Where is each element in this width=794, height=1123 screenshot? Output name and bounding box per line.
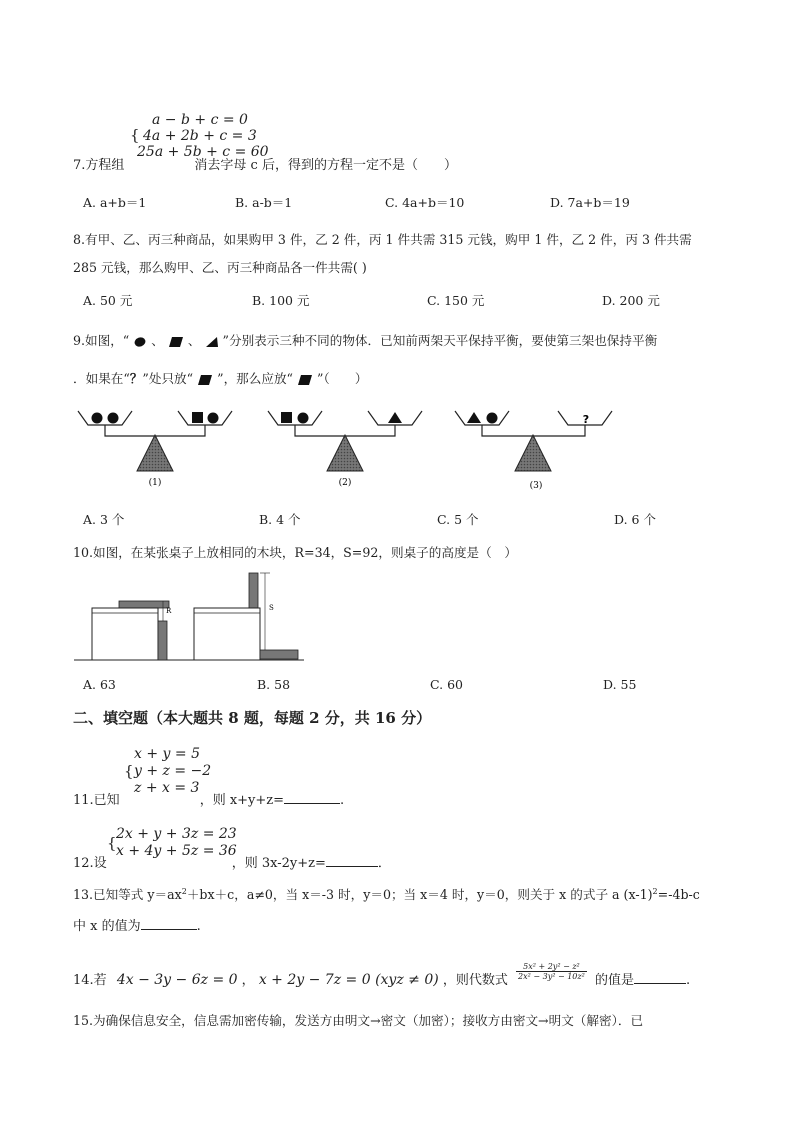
q14-fraction [516,962,587,981]
q10-option-c[interactable]: C. 60 [430,677,463,692]
q12-answer-blank[interactable] [326,866,378,867]
wood-block [158,621,167,660]
q12-brace: { [107,834,117,852]
q8-option-a[interactable]: A. 50 元 [83,293,133,308]
q14-lead: 14.若 [73,973,107,988]
caption-1: (1) [148,478,162,488]
circle-weight [298,413,309,424]
q10-text: 10.如图，在某张桌子上放相同的木块，R=34，S=92，则桌子的高度是（ ） [73,545,517,560]
q9-text-5: ．如果在“ [73,371,130,386]
q14-mid: ，则代数式 [442,973,508,988]
q12-question [73,852,391,871]
q14-question [73,962,691,990]
q7-lead: 7.方程组 [73,158,125,173]
q11-equation-2: y + z = −2 [134,763,212,779]
label-s: S [269,604,274,612]
q9-line-1 [73,330,657,349]
balance-2 [268,411,422,471]
circle-weight [92,413,103,424]
q10-option-a[interactable]: A. 63 [83,677,116,692]
q11-lead: 11.已知 [73,793,120,808]
circle-weight [108,413,119,424]
wood-block [260,650,298,659]
q12-equation-2: x + 4y + 5z = 36 [116,843,237,859]
q9-text-8: ”（ ） [317,371,368,386]
q13-end: . [196,919,201,934]
q9-text-1: 9.如图，“ [73,333,130,348]
q12-tail: ，则 3x-2y+z= [231,856,326,871]
q8-line-2: 285 元钱，那么购甲、乙、丙三种商品各一件共需( ) [73,260,367,275]
q8-line-1: 8.有甲、乙、丙三种商品，如果购甲 3 件，乙 2 件，丙 1 件共需 315 元钱，购甲 1 件，乙 2 件，丙 3 件共需 [73,232,692,247]
table-block-figure [74,570,314,664]
q8-option-d[interactable]: D. 200 元 [602,293,660,308]
caption-3: (3) [529,481,543,491]
triangle-weight [467,412,481,423]
q12-end: ． [377,856,391,871]
q9-text-2: 、 [151,333,164,348]
q15-text: 15.为确保信息安全，信息需加密传输，发送方由明文→密文（加密）；接收方由密文→明文（解密）．已 [73,1013,644,1028]
triangle-weight [388,412,402,423]
square-symbol-icon [168,336,184,348]
q13-text-1: 13.已知等式 y＝ax [73,887,182,902]
q9-option-d[interactable]: D. 6 个 [614,512,656,527]
caption-2: (2) [338,478,352,488]
q9-option-b[interactable]: B. 4 个 [259,512,301,527]
q7-option-b[interactable]: B. a-b＝1 [235,195,293,210]
q9-text-4: ”分别表示三种不同的物体．已知前两架天平保持平衡，要使第三架也保持平衡 [222,333,658,348]
q14-tail: 的值是 [594,973,634,988]
square-symbol-icon [297,374,313,386]
wood-block [119,601,169,608]
square-symbol-icon [197,374,213,386]
q14-denominator: 2x² − 3y² − 10z² [518,972,585,981]
q14-numerator: 5x² + 2y² − z² [516,962,587,972]
q14-answer-blank[interactable] [634,983,686,984]
q13-text-4: 中 x 的值为 [73,919,141,934]
q12-lead: 12.设 [73,856,107,871]
balance-1 [78,411,232,471]
q13-text-3: =-4b-c [657,887,700,902]
q9-text-3: 、 [187,333,201,348]
q7-equation-1: a − b + c = 0 [152,112,248,128]
square-weight [281,412,292,423]
q11-answer-blank[interactable] [284,803,340,804]
square-weight [192,412,203,423]
q13-text-2: ＋bx＋c，a≠0，当 x＝-3 时，y＝0；当 x＝4 时，y＝0，则关于 x 的式子 a (x-1) [186,887,653,902]
q11-equation-3: z + x = 3 [134,780,200,796]
triangle-symbol-icon [205,336,219,348]
wood-block [249,573,258,608]
q7-equation-2: 4a + 2b + c = 3 [143,128,257,144]
table [92,608,158,660]
q9-text-7: ”，那么应放“ [217,371,293,386]
q8-option-c[interactable]: C. 150 元 [427,293,485,308]
q12-equation-1: 2x + y + 3z = 23 [116,826,237,842]
label-r: R [166,607,172,615]
q7-option-a[interactable]: A. a+b＝1 [83,195,147,210]
q9-text-6: ”处只放“ [142,371,194,386]
section-2-heading: 二、填空题（本大题共 8 题，每题 2 分，共 16 分） [73,709,432,727]
q13-answer-blank[interactable] [141,929,197,930]
q7-option-d[interactable]: D. 7a+b＝19 [550,195,630,210]
q7-option-c[interactable]: C. 4a+b＝10 [385,195,465,210]
circle-weight [208,413,219,424]
q14-equation-b: x + 2y − 7z = 0 (xyz ≠ 0) [258,972,439,988]
q7-brace: { [130,126,140,144]
q7-tail: 消去字母 c 后，得到的方程一定不是（ ） [194,158,457,173]
q14-end: . [685,973,691,988]
q14-equation-a: 4x − 3y − 6z = 0 [116,972,238,988]
q13-line-2 [73,915,201,934]
q13-sup-1: 2 [181,886,187,896]
q10-option-b[interactable]: B. 58 [257,677,291,692]
q7-question [73,154,457,173]
q9-line-2 [73,368,368,387]
q9-question-mark: ？ [129,371,143,386]
circle-weight [487,413,498,424]
q13-sup-2: 2 [652,886,658,896]
q11-tail: ，则 x+y+z= [199,793,285,808]
q10-option-d[interactable]: D. 55 [603,677,637,692]
q14-comma: ， [241,973,255,988]
unknown-mark: ? [582,413,590,426]
table [194,608,260,660]
circle-symbol-icon [133,336,147,348]
balance-3 [455,411,612,471]
q11-brace: { [124,762,134,780]
q8-option-b[interactable]: B. 100 元 [252,293,310,308]
q11-end: . [340,793,345,808]
q11-question [73,789,344,808]
balance-figure [70,403,750,493]
q13-line-1 [73,884,700,903]
q9-option-a[interactable]: A. 3 个 [83,512,125,527]
q9-option-c[interactable]: C. 5 个 [437,512,479,527]
q11-equation-1: x + y = 5 [134,746,200,762]
q7-equation-3: 25a + 5b + c = 60 [137,144,269,160]
